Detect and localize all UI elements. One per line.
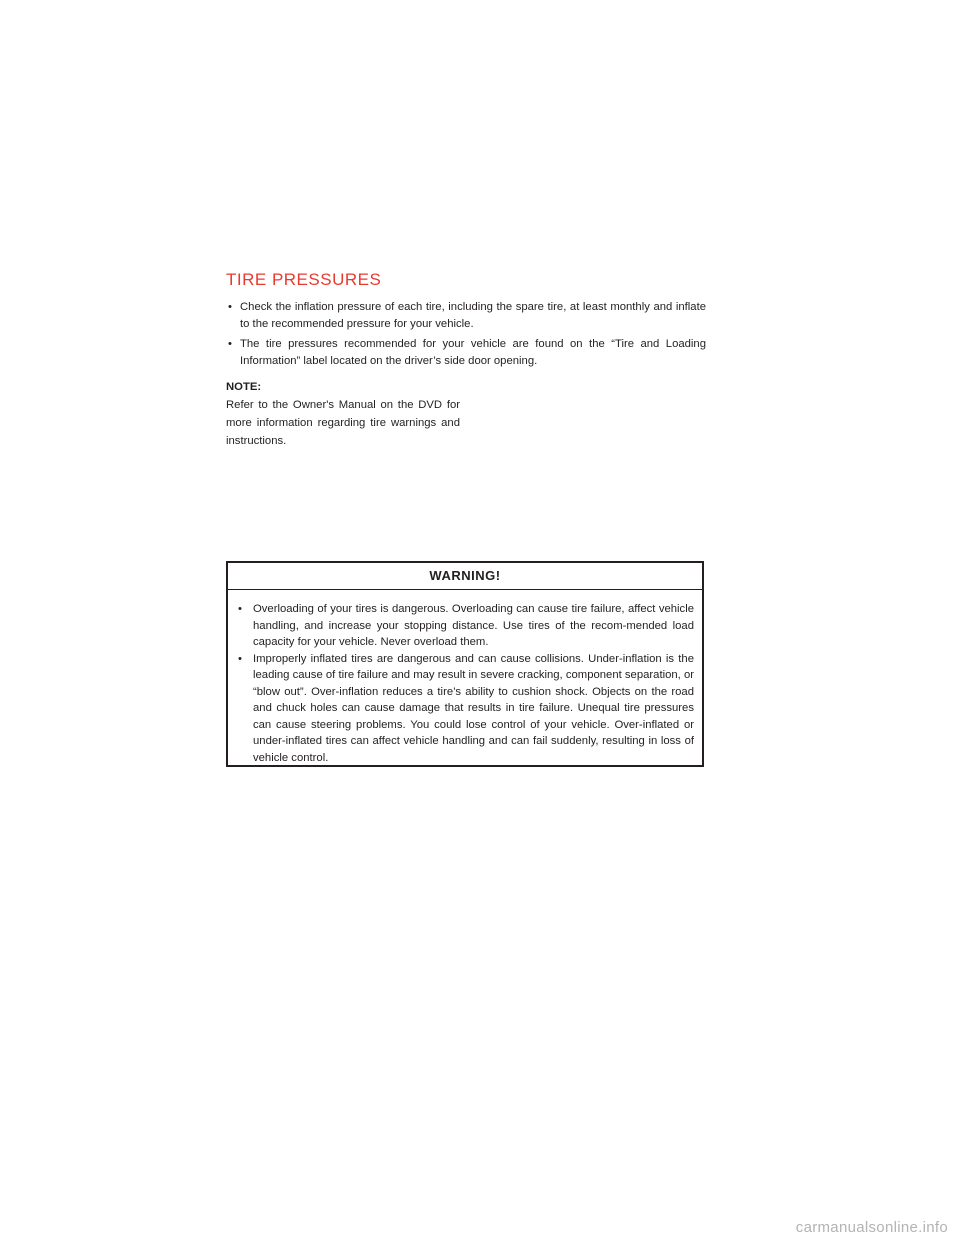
tire-pressure-bullets: [226, 299, 706, 373]
warning-title: WARNING!: [228, 563, 702, 590]
warning-box: [226, 561, 704, 767]
warning-list: [228, 590, 702, 766]
bullet-item: • Check the inflation pressure of each tire, including the spare tire, at least monthly and inflate to the recommended pressure for your vehicle.: [226, 299, 706, 333]
bullet-item: • The tire pressures recommended for your vehicle are found on the “Tire and Loading Information” label located on the driver’s side door opening.: [226, 336, 706, 370]
watermark-link[interactable]: carmanualsonline.info: [795, 1219, 948, 1236]
note-label: NOTE:: [226, 381, 262, 393]
warning-item: • Overloading of your tires is dangerous. Overloading can cause tire failure, affect vehicle handling, and increase your stopping distance. Use tires of the recom-mended load capacity for your vehicle. Never overload them.: [238, 601, 694, 651]
note-text: Refer to the Owner's Manual on the DVD for more information regarding tire warnings and instructions.: [226, 399, 460, 447]
note-block: [226, 378, 460, 450]
section-title: TIRE PRESSURES: [226, 270, 382, 289]
warning-item: • Improperly inflated tires are dangerous and can cause collisions. Under-inflation is the leading cause of tire failure and may result in severe cracking, component separation, or “blow out”. Over-inflation reduces a tire’s ability to cushion shock. Objects on the road and chuck holes can cause damage that results in tire failure. Unequal tire pressures can cause steering problems. You could lose control of your vehicle. Over-inflated or under-inflated tires can affect vehicle handling and can fail suddenly, resulting in loss of vehicle control.: [238, 651, 694, 767]
